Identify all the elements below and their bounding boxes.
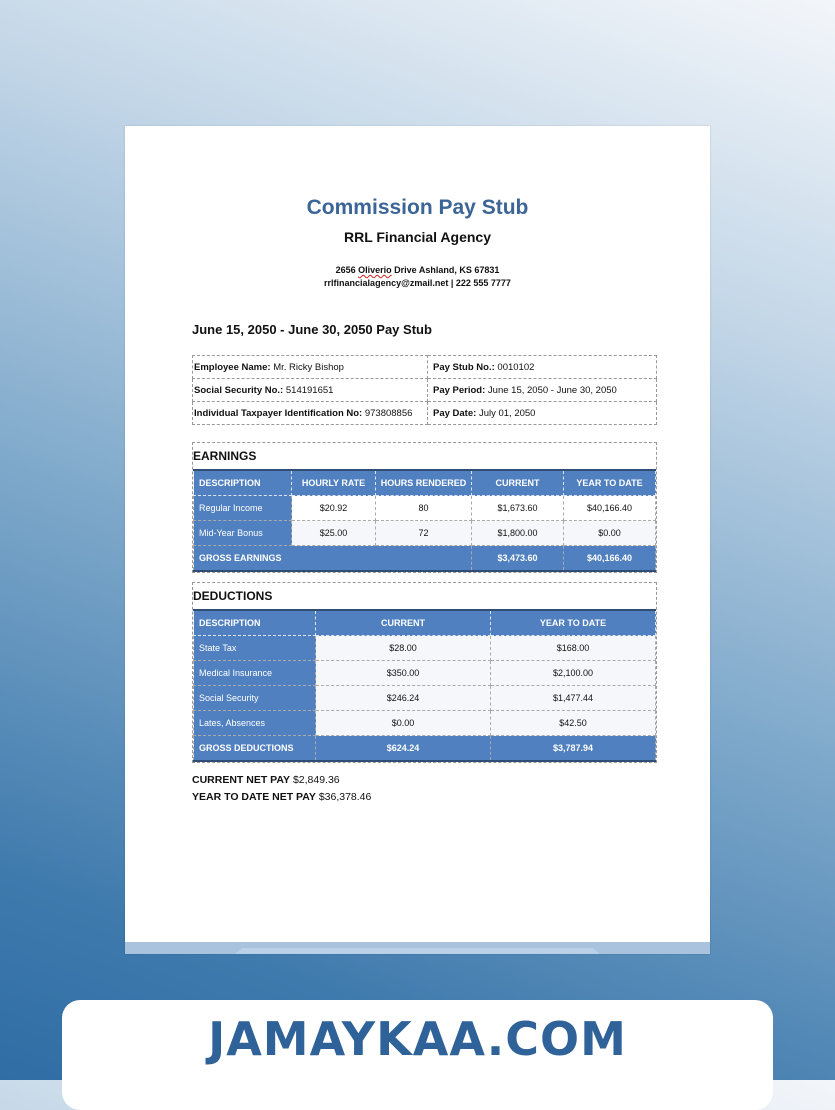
table-row <box>194 636 656 661</box>
deductions-table <box>193 609 656 762</box>
info-label: Pay Period: <box>433 384 486 396</box>
net-pay-summary <box>192 772 371 806</box>
info-row <box>193 379 657 402</box>
employee-info-table <box>192 355 657 425</box>
row-current: $1,800.00 <box>472 521 564 546</box>
net-pay-label: YEAR TO DATE NET PAY <box>192 791 316 803</box>
row-current: $1,673.60 <box>472 496 564 521</box>
table-row <box>194 661 656 686</box>
info-cell <box>193 356 428 379</box>
row-current: $246.24 <box>316 686 491 711</box>
info-value: June 15, 2050 - June 30, 2050 <box>487 384 617 396</box>
row-ytd: $2,100.00 <box>491 661 656 686</box>
info-row <box>193 356 657 379</box>
row-ytd: $42.50 <box>491 711 656 736</box>
row-ytd: $168.00 <box>491 636 656 661</box>
info-row <box>193 402 657 425</box>
row-description: Lates, Absences <box>194 711 316 736</box>
earnings-table <box>193 469 656 572</box>
info-cell <box>428 379 657 402</box>
info-value: Mr. Ricky Bishop <box>273 361 344 373</box>
row-rate: $20.92 <box>292 496 376 521</box>
company-address <box>125 264 710 290</box>
row-current: $28.00 <box>316 636 491 661</box>
info-label: Pay Date: <box>433 407 477 419</box>
table-row <box>194 711 656 736</box>
row-description: State Tax <box>194 636 316 661</box>
net-pay-value: $2,849.36 <box>292 774 340 786</box>
column-header: YEAR TO DATE <box>564 470 656 496</box>
column-header: CURRENT <box>472 470 564 496</box>
row-description: Mid-Year Bonus <box>194 521 292 546</box>
earnings-header-row <box>194 470 656 496</box>
row-hours: 80 <box>376 496 472 521</box>
row-description: Social Security <box>194 686 316 711</box>
earnings-title: EARNINGS <box>193 449 257 463</box>
info-value: 514191651 <box>285 384 334 396</box>
address-street-name: Oliverio <box>358 265 392 275</box>
gross-earnings-label: GROSS EARNINGS <box>194 546 472 572</box>
table-row <box>194 496 656 521</box>
column-header: DESCRIPTION <box>194 610 316 636</box>
gross-earnings-ytd: $40,166.40 <box>564 546 656 572</box>
deductions-title: DEDUCTIONS <box>193 589 273 603</box>
info-cell <box>428 356 657 379</box>
site-brand: JAMAYKAA.COM <box>208 1012 627 1066</box>
row-ytd: $1,477.44 <box>491 686 656 711</box>
address-rest: Drive Ashland, KS 67831 <box>394 265 500 275</box>
row-current: $350.00 <box>316 661 491 686</box>
column-header: HOURS RENDERED <box>376 470 472 496</box>
gross-earnings-current: $3,473.60 <box>472 546 564 572</box>
company-name: RRL Financial Agency <box>343 229 492 245</box>
row-description: Regular Income <box>194 496 292 521</box>
column-header: YEAR TO DATE <box>491 610 656 636</box>
pay-period-heading: June 15, 2050 - June 30, 2050 Pay Stub <box>192 322 432 337</box>
site-footer-banner <box>62 1000 773 1110</box>
gross-deductions-label: GROSS DEDUCTIONS <box>194 736 316 762</box>
row-rate: $25.00 <box>292 521 376 546</box>
info-value: July 01, 2050 <box>478 407 536 419</box>
address-line <box>125 264 710 277</box>
document-title: Commission Pay Stub <box>306 196 529 219</box>
info-cell <box>193 379 428 402</box>
earnings-section <box>192 442 657 573</box>
table-row <box>194 521 656 546</box>
row-current: $0.00 <box>316 711 491 736</box>
column-header: HOURLY RATE <box>292 470 376 496</box>
page-footer-tab <box>235 948 600 954</box>
column-header: CURRENT <box>316 610 491 636</box>
info-cell <box>193 402 428 425</box>
gross-deductions-ytd: $3,787.94 <box>491 736 656 762</box>
address-number: 2656 <box>335 265 356 275</box>
row-description: Medical Insurance <box>194 661 316 686</box>
info-cell <box>428 402 657 425</box>
row-ytd: $0.00 <box>564 521 656 546</box>
table-row <box>194 686 656 711</box>
gross-earnings-row <box>194 546 656 572</box>
info-label: Social Security No.: <box>194 384 284 396</box>
info-label: Pay Stub No.: <box>433 361 495 373</box>
row-hours: 72 <box>376 521 472 546</box>
document-page <box>125 126 710 954</box>
contact-line: rrlfinancialagency@zmail.net | 222 555 7777 <box>324 278 511 288</box>
row-ytd: $40,166.40 <box>564 496 656 521</box>
net-pay-label: CURRENT NET PAY <box>192 774 291 786</box>
info-value: 0010102 <box>497 361 535 373</box>
net-pay-value: $36,378.46 <box>318 791 372 803</box>
gross-deductions-row <box>194 736 656 762</box>
deductions-header-row <box>194 610 656 636</box>
gross-deductions-current: $624.24 <box>316 736 491 762</box>
info-label: Individual Taxpayer Identification No: <box>194 407 363 419</box>
ytd-net-pay <box>192 789 371 806</box>
info-value: 973808856 <box>364 407 413 419</box>
current-net-pay <box>192 772 371 789</box>
column-header: DESCRIPTION <box>194 470 292 496</box>
info-label: Employee Name: <box>194 361 271 373</box>
deductions-section <box>192 582 657 763</box>
